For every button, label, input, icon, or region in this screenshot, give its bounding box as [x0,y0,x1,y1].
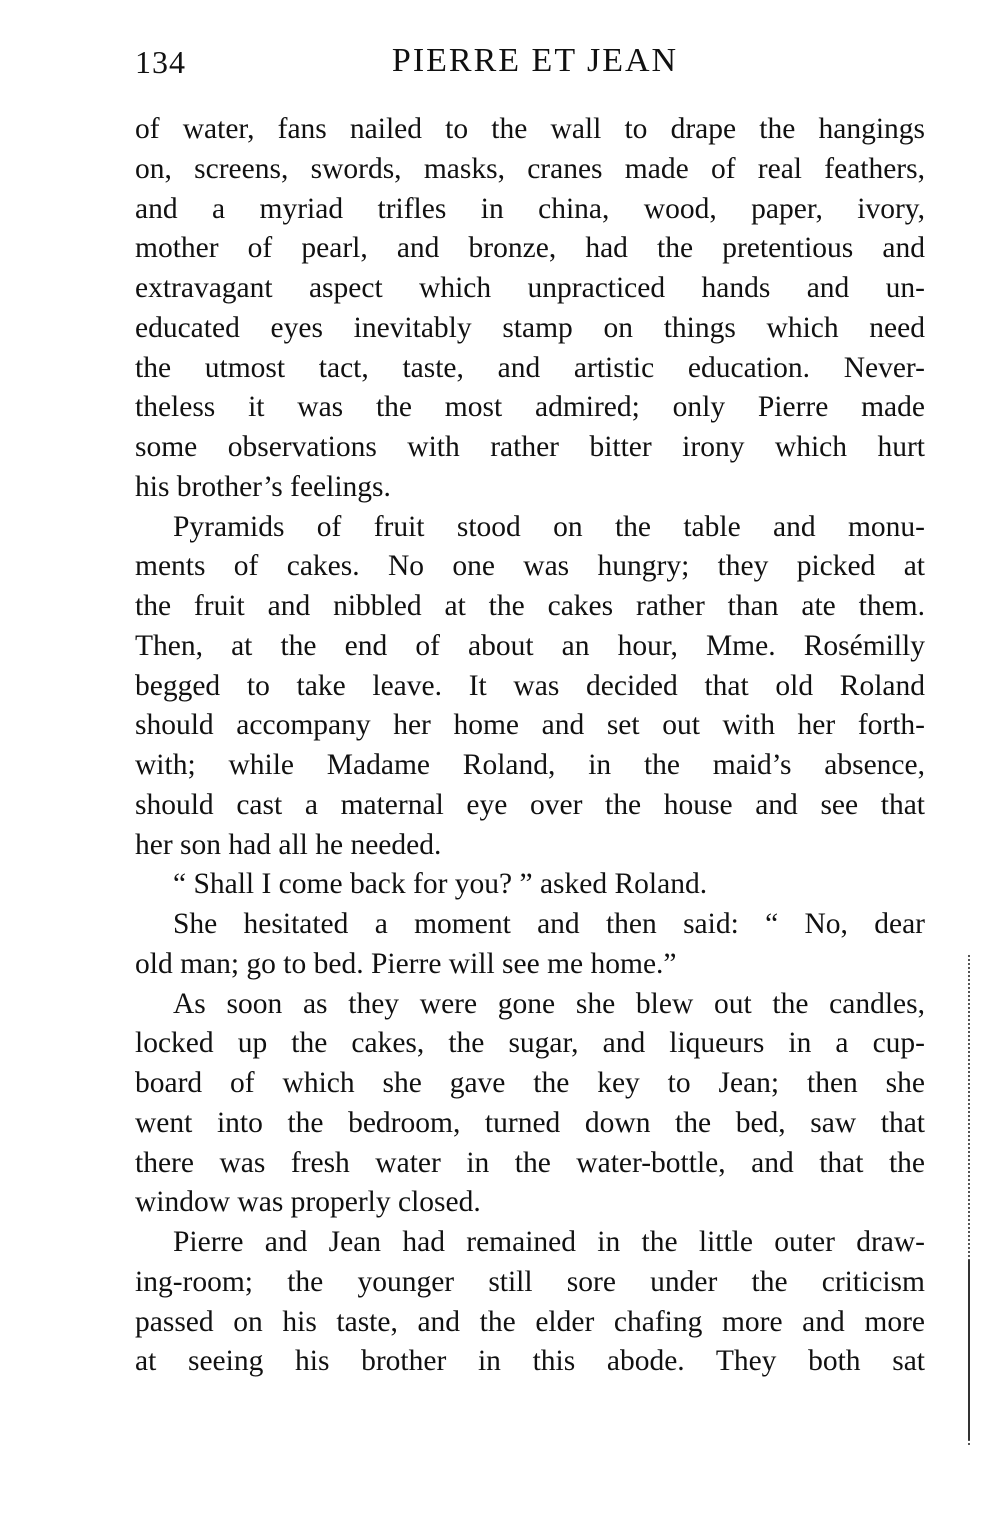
scan-artifact-line-solid [968,1260,970,1440]
text-line: old man; go to bed. Pierre will see me home.” [135,947,677,980]
text-line: Pyramids of fruit stood on the table and monu- [173,510,925,543]
text-line: should cast a maternal eye over the house and see that [135,788,925,821]
text-line: passed on his taste, and the elder chafing more and more [135,1305,925,1338]
text-line: Pierre and Jean had remained in the little outer draw- [173,1226,925,1258]
text-line: went into the bedroom, turned down the bed, saw that [135,1106,925,1139]
running-head: PIERRE ET JEAN [391,42,679,79]
text-line: locked up the cakes, the sugar, and liqueurs in a cup- [135,1027,925,1060]
text-line: mother of pearl, and bronze, had the pretentious and [135,232,925,265]
text-line: ments of cakes. No one was hungry; they picked at [135,550,925,583]
text-line: educated eyes inevitably stamp on things which need [135,311,925,344]
text-line: should accompany her home and set out with her forth- [135,709,925,742]
text-line: window was properly closed. [135,1186,481,1219]
text-line: with; while Madame Roland, in the maid’s absence, [135,749,925,781]
text-line: on, screens, swords, masks, cranes made of real feathers, [135,152,925,185]
text-line: As soon as they were gone she blew out the candles, [173,987,925,1020]
text-line: his brother’s feelings. [135,470,391,503]
text-line: She hesitated a moment and then said: “ No, dear [173,908,925,940]
text-line: Then, at the end of about an hour, Mme. Rosémilly [135,629,925,662]
text-line: at seeing his brother in this abode. They both sat [135,1345,925,1378]
text-line: the fruit and nibbled at the cakes rather than ate them. [135,590,925,622]
text-line: the utmost tact, taste, and artistic education. Never- [135,351,925,384]
text-line: “ Shall I come back for you? ” asked Roland. [173,868,708,901]
text-line: her son had all he needed. [135,828,442,861]
text-line: and a myriad trifles in china, wood, paper, ivory, [135,192,925,225]
text-line: some observations with rather bitter irony which hurt [135,431,925,463]
page-body-text [135,110,925,1382]
page-header [135,40,925,86]
text-line: begged to take leave. It was decided that old Roland [135,669,925,702]
text-line: extravagant aspect which unpracticed hands and un- [135,272,925,304]
text-line: theless it was the most admired; only Pierre made [135,391,925,424]
text-line: ing-room; the younger still sore under the criticism [135,1265,925,1298]
page-number: 134 [135,44,186,80]
text-line: board of which she gave the key to Jean; then she [135,1067,925,1099]
text-line: there was fresh water in the water-bottle, and that the [135,1146,925,1179]
text-line: of water, fans nailed to the wall to drape the hangings [135,113,925,145]
